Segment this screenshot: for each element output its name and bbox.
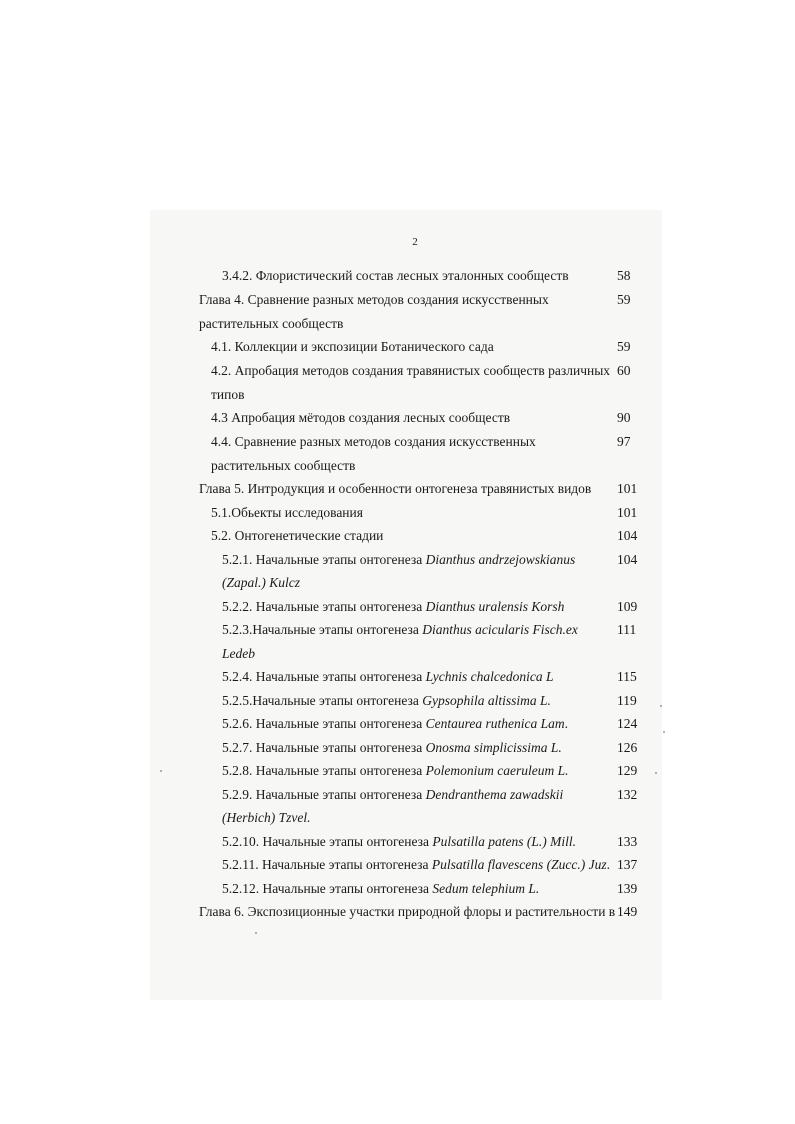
species-name: Pulsatilla patens (L.) Mill. bbox=[432, 834, 577, 849]
toc-entry bbox=[0, 597, 795, 617]
toc-entry-continuation bbox=[0, 385, 795, 405]
species-name: (Herbich) Tzvel. bbox=[222, 810, 311, 825]
toc-entry-text: 5.2.6. Начальные этапы онтогенеза bbox=[222, 716, 426, 731]
toc-entry bbox=[0, 879, 795, 899]
toc-entry-text: 4.2. Апробация методов создания травянистых сообществ различных bbox=[211, 363, 611, 378]
toc-entry-text: 5.2.8. Начальные этапы онтогенеза bbox=[222, 763, 426, 778]
scan-speck bbox=[160, 770, 162, 772]
toc-entry-continuation bbox=[0, 456, 795, 476]
toc-entry-text: 3.4.2. Флористический состав лесных эталонных сообществ bbox=[222, 268, 569, 283]
toc-entry bbox=[0, 432, 795, 452]
species-name: Dianthus acicularis Fisch.ex bbox=[422, 622, 578, 637]
toc-entry-text: 5.2.3.Начальные этапы онтогенеза bbox=[222, 622, 423, 637]
toc-entry-page: 115 bbox=[617, 669, 637, 684]
species-name: Ledeb bbox=[222, 646, 255, 661]
toc-entry bbox=[0, 337, 795, 357]
toc-entry bbox=[0, 526, 795, 546]
toc-entry-page: 60 bbox=[617, 363, 631, 378]
species-name: Dendranthema zawadskii bbox=[425, 787, 564, 802]
toc-entry bbox=[0, 408, 795, 428]
toc-entry bbox=[0, 266, 795, 286]
species-name: Gypsophila altissima L. bbox=[422, 693, 551, 708]
toc-entry-page: 97 bbox=[617, 434, 631, 449]
toc-entry bbox=[0, 714, 795, 734]
toc-entry-page: 137 bbox=[617, 857, 638, 872]
toc-entry-page: 111 bbox=[617, 622, 637, 637]
species-name: Dianthus andrzejowskianus bbox=[425, 552, 576, 567]
toc-entry-text: 5.2.5.Начальные этапы онтогенеза bbox=[222, 693, 423, 708]
toc-entry bbox=[0, 550, 795, 570]
toc-entry-text: 4.4. Сравнение разных методов создания искусственных bbox=[211, 434, 536, 449]
species-name: Dianthus uralensis Korsh bbox=[425, 599, 565, 614]
toc-entry-page: 119 bbox=[617, 693, 637, 708]
toc-entry-page: 58 bbox=[617, 268, 631, 283]
toc-entry bbox=[0, 832, 795, 852]
toc-entry bbox=[0, 620, 795, 640]
toc-chapter bbox=[0, 902, 795, 922]
toc-entry bbox=[0, 785, 795, 805]
toc-entry bbox=[0, 855, 795, 875]
toc-entry bbox=[0, 691, 795, 711]
toc-entry-page: 132 bbox=[617, 787, 638, 802]
toc-entry-page: 104 bbox=[617, 552, 638, 567]
toc-entry-page: 133 bbox=[617, 834, 638, 849]
species-name: (Zapal.) Kulcz bbox=[222, 575, 301, 590]
toc-entry-text: 5.2.2. Начальные этапы онтогенеза bbox=[222, 599, 426, 614]
toc-entry-text: 4.3 Апробация мётодов создания лесных сообществ bbox=[211, 410, 511, 425]
scan-speck bbox=[663, 731, 665, 733]
toc-entry-text: 5.2. Онтогенетические стадии bbox=[211, 528, 384, 543]
toc-entry-text: 5.2.1. Начальные этапы онтогенеза bbox=[222, 552, 426, 567]
toc-entry-text: 5.1.Обьекты исследования bbox=[211, 505, 363, 520]
toc-entry-text: 5.2.7. Начальные этапы онтогенеза bbox=[222, 740, 426, 755]
species-name: Lychnis chalcedonica L bbox=[425, 669, 554, 684]
toc-entry-text-suffix: . bbox=[564, 716, 569, 731]
toc-entry-page: 101 bbox=[617, 505, 638, 520]
toc-entry-text: 5.2.10. Начальные этапы онтогенеза bbox=[222, 834, 433, 849]
toc-entry-text: 5.2.12. Начальные этапы онтогенеза bbox=[222, 881, 433, 896]
toc-entry-page: 59 bbox=[617, 292, 631, 307]
species-name: Centaurea ruthenica Lam bbox=[425, 716, 565, 731]
toc-entry-page: 59 bbox=[617, 339, 631, 354]
toc-entry-text: Глава 4. Сравнение разных методов создания искусственных bbox=[199, 292, 549, 307]
scan-speck bbox=[655, 772, 657, 774]
toc-entry-continuation bbox=[0, 644, 795, 664]
species-name: Sedum telephium L. bbox=[432, 881, 540, 896]
toc-entry-text-suffix: . bbox=[606, 857, 610, 872]
species-name: Pulsatilla flavescens (Zucc.) Juz bbox=[431, 857, 607, 872]
toc-chapter bbox=[0, 479, 795, 499]
toc-entry-continuation bbox=[0, 314, 795, 334]
toc-entry bbox=[0, 503, 795, 523]
toc-entry-continuation bbox=[0, 808, 795, 828]
toc-chapter bbox=[0, 290, 795, 310]
toc-entry-page: 126 bbox=[617, 740, 638, 755]
toc-entry-text: 5.2.11. Начальные этапы онтогенеза bbox=[222, 857, 432, 872]
toc-entry-page: 104 bbox=[617, 528, 638, 543]
toc-entry-page: 90 bbox=[617, 410, 631, 425]
toc-entry-text: Глава 5. Интродукция и особенности онтогенеза травянистых видов bbox=[199, 481, 592, 496]
toc-entry bbox=[0, 738, 795, 758]
page-number: 2 bbox=[412, 236, 418, 248]
species-name: Onosma simplicissima L. bbox=[425, 740, 562, 755]
toc-entry-text: растительных сообществ bbox=[199, 316, 344, 331]
toc-entry-text: 5.2.9. Начальные этапы онтогенеза bbox=[222, 787, 426, 802]
toc-entry bbox=[0, 667, 795, 687]
toc-entry-page: 139 bbox=[617, 881, 638, 896]
toc-entry-text: 5.2.4. Начальные этапы онтогенеза bbox=[222, 669, 426, 684]
toc-entry-text: Глава 6. Экспозиционные участки природной флоры и растительности в bbox=[199, 904, 616, 919]
toc-entry-page: 109 bbox=[617, 599, 638, 614]
species-name: Polemonium caeruleum L. bbox=[425, 763, 569, 778]
toc-entry bbox=[0, 761, 795, 781]
toc-entry-page: 129 bbox=[617, 763, 638, 778]
toc-entry-text: 4.1. Коллекции и экспозиции Ботанического сада bbox=[211, 339, 494, 354]
scan-speck bbox=[660, 705, 662, 707]
toc-entry-page: 101 bbox=[617, 481, 638, 496]
scan-speck bbox=[255, 932, 257, 934]
toc-entry-page: 149 bbox=[617, 904, 638, 919]
toc-entry bbox=[0, 361, 795, 381]
toc-entry-text: типов bbox=[211, 387, 245, 402]
toc-entry-continuation bbox=[0, 573, 795, 593]
toc-entry-page: 124 bbox=[617, 716, 638, 731]
toc-entry-text: растительных сообществ bbox=[211, 458, 356, 473]
